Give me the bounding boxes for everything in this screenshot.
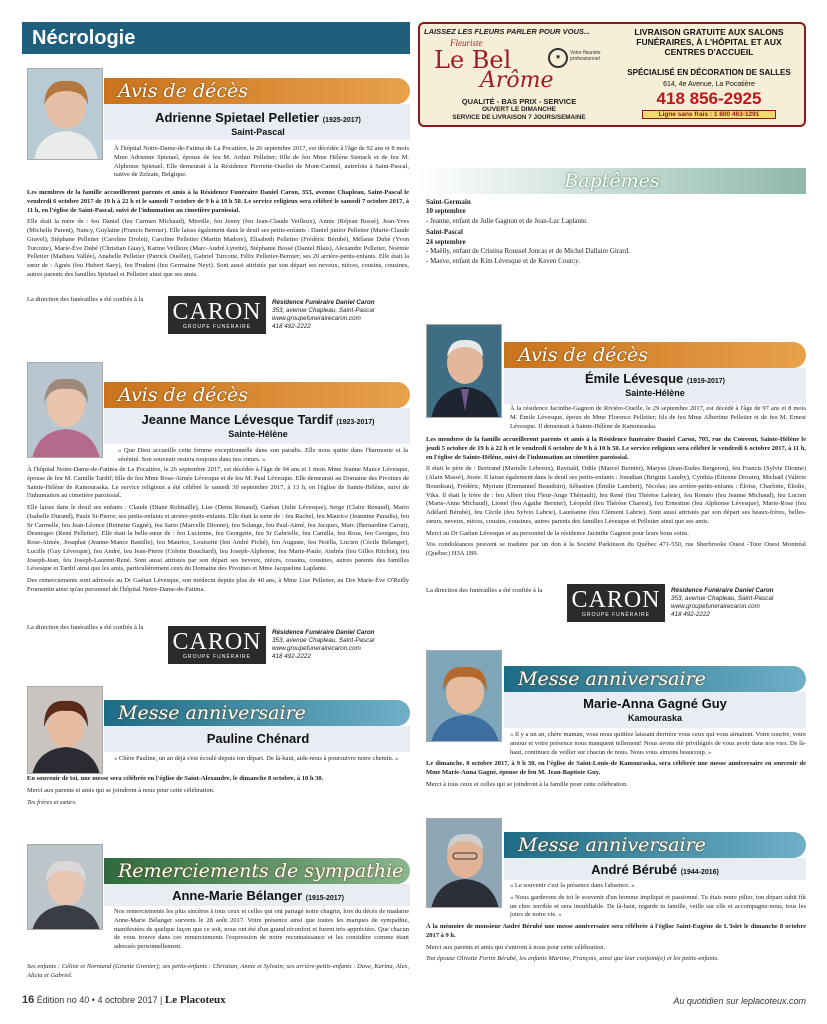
ad-brand-1: Le Bel xyxy=(434,46,512,74)
obit-1-name: Adrienne Spietael Pelletier (1925-2017) xyxy=(155,110,361,125)
bap-date-1: 10 septembre xyxy=(426,207,466,216)
rem-text: Nos remerciements les plus sincères à tous ceux et celles qui ont partagé notre chagrin, lors du décès de madame Anne-Marie Bélanger survenu le 28 août 2017. Votre présence ainsi que toutes les marques de sympathie, manifestées de quelque façon que ce soit, nous ont été d'un grand réconfort et furent très appréciées. Que chacun de vous trouve dans ces remerciements l'expression de notre reconnaissance et les considère comme étant adressés personnellement. xyxy=(114,908,409,951)
footer-left xyxy=(22,994,422,1006)
rem-photo xyxy=(27,844,103,930)
obit-3-intro: À la résidence Jacinthe-Gagnon de Rivière-Ouelle, le 29 septembre 2017, est décédé à l'âge de 97 ans et 8 mois M. Émile Lévesque, époux de Mme Florence Pelletier; fils de feu Mme Albertine Pelletier et de feu M. Ernest Lévesque. Il demeurait à Sainte-Hélène de Kamouraska. xyxy=(510,405,806,430)
portrait-icon xyxy=(28,687,103,774)
portrait-icon xyxy=(28,69,103,160)
caron-logo: CARON GROUPE FUNÉRAIRE xyxy=(168,296,266,334)
caron-block-1: CARON GROUPE FUNÉRAIRE Résidence Funéraire Daniel Caron 353, avenue Chapleau, Saint-Pascal www.groupefunerairecaron.com 418 492-2222 xyxy=(168,296,375,334)
ad-tag-3: SERVICE DE LIVRAISON 7 JOURS/SEMAINE xyxy=(452,114,586,121)
obit-2-name: Jeanne Mance Lévesque Tardif xyxy=(141,412,333,427)
ad-tollfree: Ligne sans frais : 1 800 463-1291 xyxy=(642,110,776,119)
ad-tag-1: QUALITÉ - BAS PRIX - SERVICE xyxy=(461,97,577,106)
footer-right: Au quotidien sur leplacoteux.com xyxy=(673,996,806,1006)
baptemes-band: Baptêmes xyxy=(564,170,660,192)
obit-3-visitation: Les membres de la famille accueilleront parents et amis à la Résidence funéraire Daniel Caron, 705, rue du Couvent, Sainte-Hélène le jeudi 5 octobre de 19 h à 22 h et le vendredi 6 octobre de 9 h à 10 h 50. Le service religieux sera célébré le vendredi 6 octobre 2017, à 11 h, en l'église de Sainte-Hélène, suivi de l'inhumation au cimetière paroissial. xyxy=(426,436,806,461)
messe-3-quote-1: « Le souvenir c'est la présence dans l'absence. » xyxy=(510,882,635,889)
obit-3-family: Il était le père de : Bertrand (Marielle Lebreux), Raynald, Odile (Marcel Bernier), Maryse (Jean-Eudes Bergeron), feu Francis (Sylvie Dionne) (Alain Massé), Josée. Il laisse également dans le deuil ses petits-enfants : Jonathan (Brigitte Landry), Cynthia (Étienne Drouin), Michaël (Valérie Bourdeau), Frédéric, Myriam (Emmanuel Beaudoin), Sébastien (Émilie Lambert), Nicolas; ses arrière-petits-enfants : Éloïse, Charlotte, Élodie, Vika. Il était le frère de : feu Albert (feu Fleur-Ange Thériault), feu René (feu Thérèse Labrie), feu Roméo (feu Jeanne Michaud), feu Lucien (Marie-Anne Michaud), Lionel (feu Agathe Bernier), Léopold (feu Thérèse Charest), feu Ernestine (feu Alphonse Lévesque), Marie-Rose (feu Adélard Bérubé), feu Cécile (feu Sylvio Labrie), Lauréanne (feu Clément Labrie). Sont aussi attristés par son départ ses beaux-frères, belles-sœurs, neveux, nièces, cousins, cousines, autres parents des familles Lévesque et Pelletier ainsi que ses amis. xyxy=(426,465,806,525)
obit-3-photo xyxy=(426,324,502,418)
messe-2-thanks: Merci à tous ceux et celles qui se joindront à la famille pour cette célébration. xyxy=(426,780,628,788)
ad-fleuriste: Fleuriste xyxy=(450,38,483,48)
messe-2-quote: « Il y a un an, chère maman, vous nous quittiez laissant derrière vous ceux qui vous aimaient. Votre sourire, votre amour et votre présence nous manquent tellement! Nous avons été privilégiés de vous avoir dans nos vies. De là-haut, continuez de veiller sur chacun de nous. Nous vous aimons beaucoup. » xyxy=(510,731,806,756)
portrait-icon xyxy=(28,363,103,458)
messe-1-details: En souvenir de toi, une messe sera célébrée en l'église de Saint-Alexandre, le dimanche 8 octobre, à 10 h 30. xyxy=(27,775,324,782)
ad-address: 614, 4e Avenue, La Pocatière xyxy=(663,81,755,88)
florist-ad xyxy=(418,22,806,127)
portrait-icon xyxy=(427,651,502,742)
ad-phone: 418 856-2925 xyxy=(656,89,762,108)
obit-1-photo xyxy=(27,68,103,160)
messe-3-details: À la mémoire de monsieur André Bérubé une messe anniversaire sera célébrée à l'église Saint-Eugène de L'Islet le dimanche 8 octobre 2017 à 9 h. xyxy=(426,923,806,939)
messe-band-1: Messe anniversaire xyxy=(104,700,410,726)
messe-2-details: Le dimanche, 8 octobre 2017, à 9 h 30, en l'église de Saint-Louis-de Kamouraska, sera célébrée une messe anniversaire en souvenir de Mme Marie-Anna Gagné, épouse de feu M. Jean-Baptiste Guy. xyxy=(426,760,806,777)
obit-2-place: Sainte-Hélène xyxy=(228,429,288,439)
ad-brand-2: Arôme xyxy=(480,68,554,93)
messe-2-photo xyxy=(426,650,502,742)
footer-paper: Le Placoteux xyxy=(164,994,226,1006)
messe-3-sign: Ton épouse Olivette Fortin Bérubé, les enfants Martine, François, ainsi que leur conjoint(e) et les petits-enfants. xyxy=(426,955,719,963)
obit-3-name: Émile Lévesque xyxy=(584,371,684,386)
bap-place-2: Saint-Pascal xyxy=(426,228,463,237)
obit-2-thanks: Des remerciements sont adressés au Dr Gaétan Lévesque, son médecin depuis plus de 40 ans, à Mme Lise Pelletier, au Dre Marie-Ève O'Reilly Fromentin ainsi qu'au personnel de l'hôpital Notre-Dame-de-Fatima. xyxy=(27,577,409,593)
caron-logo: CARON GROUPE FUNÉRAIRE xyxy=(168,626,266,664)
ftd-badge-icon: ◉ xyxy=(548,48,568,68)
caron-logo: CARON GROUPE FUNÉRAIRE xyxy=(567,584,665,622)
obit-1-direction: La direction des funérailles a été confiée à la xyxy=(27,296,144,303)
ad-specialty: SPÉCIALISÉ EN DÉCORATION DE SALLES xyxy=(627,68,791,77)
messe-band-2: Messe anniversaire xyxy=(504,666,806,692)
footer-edition: Édition no 40 • 4 octobre 2017 | xyxy=(36,995,163,1005)
messe-1-sign: Tes frères et sœurs. xyxy=(27,798,77,806)
ad-tag-2: OUVERT LE DIMANCHE xyxy=(481,106,557,113)
obit-3-donations: Vos condoléances peuvent se traduire par un don à la Société Parkinson du Québec 471-550, rue Sherbrooke Ouest -Tour Ouest Montréal (Québec) H3A 1B9. xyxy=(426,541,806,558)
messe-2-place: Kamouraska xyxy=(627,713,683,723)
messe-2-name: Marie-Anna Gagné Guy xyxy=(583,696,727,711)
messe-3-name: André Bérubé xyxy=(591,862,678,877)
messe-3-thanks: Merci aux parents et amis qui s'uniront à nous pour cette célébration. xyxy=(426,943,606,951)
obit-1-visitation: Les membres de la famille accueilleront parents et amis à la Résidence Funéraire Daniel Caron, 353, avenue Chapleau, Saint-Pascal le vendredi 6 octobre 2017 de 19 h à 22 h et le samedi 7 octobre de 9 h à 10 h 50. Le service religieux sera célébré le samedi 7 octobre 2017, à 11 h, en l'église de Saint-Pascal, suivi de l'inhumation au cimetière paroissial. xyxy=(27,189,409,214)
obit-1-intro: À l'hôpital Notre-Dame-de-Fatima de La Pocatière, le 26 septembre 2017, est décédée à l'âge de 92 ans et 8 mois Mme Adrienne Spietael, épouse de feu M. Arthur Pelletier; fille de feu Mme Hélène Sienack et de feu M. Alphonse Spietael. Elle demeurait à la Résidence Pierrette-Ouellet de Mont-Carmel, autrefois à Saint-Pascal, native de Zelzate, Belgique. xyxy=(114,145,409,179)
obit-2-direction: La direction des funérailles a été confiée à la xyxy=(27,624,144,631)
obit-3-direction: La direction des funérailles a été confiée à la xyxy=(426,587,543,594)
portrait-icon xyxy=(427,325,502,418)
avis-band-2: Avis de décès xyxy=(104,382,410,408)
obit-2-family: Elle laisse dans le deuil ses enfants : Claude (Diane Robitaille), Lise (Denis Renaud), Gaétan (Julie Lévesque), Serge (Claire Renaud), Mario (Isabelle Durand), Paule St-Pierre; ses petits-enfants et arrière-petits-enfants. Elle était la sœur de : feu Rachel, feu Maurice (Jeannine Paradis), feu Sr Carmelle, feu Jean-Léonce (Reinette Gagné), feu Sarto (Marcelle Dionne), feu Solange, feu Paul-Aimé, feu Jacques, Marc (Bernardine Caron), Desneiges (René Pelletier). Elle était la belle-sœur de : feu Lucienne, feu Georgette, feu Sr Gabrielle, feu Camilla, feu Rosa, feu Georges, feu Rose-Aimée, Josaphat (Jeanne-Mance Bastille), feu Maurice, Louisette (feu André Piché), feu Auguste, feu Noëlla, Lucien (Cécile Bélanger), Lucille (Guy Lévesque), feu André, feu Jean-Pierre (Colette Bouchard), feu Joseph-Alphonse, feu Marie-Paule, Andréa (feu Gilles Ritchot), feu Joseph-Jean, feu Joseph-Laurent-René. Sont aussi attristés par son départ ses neveux, nièces, cousins, cousines, autres parents des familles Lévesque et Tardif ainsi que les amis, particulièrement ceux du Domaine des Pivoines et Mme Jacqueline Laplante. xyxy=(27,504,409,573)
section-title: Nécrologie xyxy=(22,22,410,54)
obit-1-place: Saint-Pascal xyxy=(231,127,285,137)
messe-3-quote-2: « Nous garderons de toi le souvenir d'un homme impliqué et passionné. Tu étais notre pilier, ton départ subit fût un choc terrible et sera inoubliable. De là-haut, regarde ta famille, veille sur elle et accompagne-nous, tous les jours de notre vie. » xyxy=(510,893,806,919)
ad-badge: Votre fleuriste professionnel xyxy=(570,50,601,62)
caron-block-2: CARON GROUPE FUNÉRAIRE Résidence Funéraire Daniel Caron 353, avenue Chapleau, Saint-Pascal www.groupefunerairecaron.com 418 492-2222 xyxy=(168,626,375,664)
messe-1-name: Pauline Chénard xyxy=(206,731,310,746)
messe-1-quote: « Chère Pauline, un an déjà s'est écoulé depuis ton départ. De là-haut, aide-nous à poursuivre notre chemin. » xyxy=(114,755,399,762)
messe-band-3: Messe anniversaire xyxy=(504,832,806,858)
rem-family: Ses enfants : Céline et Normand (Ginette Grenier); ses petits-enfants : Christian, Annie et Sylvain; ses arrière-petits-enfants : Dave, Karina, Alex, Alicia et Gabriel. xyxy=(27,963,409,979)
obit-3-thanks: Merci au Dr Gaétan Lévesque et au personnel de la résidence Jacinthe Gagnon pour leurs bons soins. xyxy=(426,529,689,537)
bap-date-2: 24 septembre xyxy=(426,237,466,246)
avis-band-1: Avis de décès xyxy=(104,78,410,104)
messe-1-thanks: Merci aux parents et amis qui se joindront à nous pour cette célébration. xyxy=(27,786,215,794)
obit-2-photo xyxy=(27,362,103,458)
obit-1-family: Elle était la mère de : feu Daniel (feu Carmen Michaud), Mireille, feu Jenny (feu Jean-Claude Veilleux), Annie (Réjean Bossé), Jean-Yves (Michelle Parent), Nancy, Guylaine (Francis Bernier). Elle laisse également dans le deuil ses petits-enfants : Daniel junior Pelletier (Marie-Claude Gravel), Stéphane Pelletier (Caroline Drolet), Caroline Pelletier (Martin Madore), Elisabeth Pelletier (Frédéric Bérubé), Mélanie Dubé (Yvon Turcotte), Marie-Ève Dubé (Christian Guay), Karine Veilleux (Marc-André Lyrette), Stéphanie Bossé (Daniel Blais), Alexandre Pelletier, Noémie Pelletier (Mathieu Vallée), Anabelle Pelletier (Patrick Ouellet), Gabriel Turcotte, Félix Pelletier-Bernier; ses 20 arrière-petits-enfants. Elle était la sœur de : Agnès (feu Hubert Saey), feu Prudent (feu Germaine Neyt). Sont aussi attristés par son départ ses neveux, nièces, cousins, cousines, autres parents des familles Spietael et Pelletier ainsi que ses amis. xyxy=(27,218,409,278)
obit-2-quote: « Que Dieu accueille cette femme exceptionnelle dans son paradis. Elle nous quitte dans l'harmonie et la sérénité. Son souvenir restera toujours dans nos cœurs. » xyxy=(118,447,408,463)
bap-item-1: - Jeanne, enfant de Julie Gagnon et de Jean-Luc Laplante. xyxy=(426,216,588,225)
ad-tagline: LAISSEZ LES FLEURS PARLER POUR VOUS... xyxy=(424,27,591,36)
ad-delivery: LIVRAISON GRATUITE AUX SALONS FUNÉRAIRES, À L'HÔPITAL ET AUX CENTRES D'ACCUEIL xyxy=(634,27,784,57)
obit-3-place: Sainte-Hélène xyxy=(625,388,685,398)
bap-item-3: - Maeve, enfant de Kim Lévesque et de Keven Courcy. xyxy=(426,256,581,265)
bap-item-2: - Maëlly, enfant de Cristina Roussel Joncas et de Michel Dallaire Girard. xyxy=(426,247,630,256)
avis-band-3: Avis de décès xyxy=(504,342,806,368)
rem-name: Anne-Marie Bélanger xyxy=(172,888,303,903)
page-number: 16 xyxy=(22,994,35,1006)
caron-block-3: CARON GROUPE FUNÉRAIRE Résidence Funéraire Daniel Caron 353, avenue Chapleau, Saint-Pascal www.groupefunerairecaron.com 418 492-2222 xyxy=(567,584,774,622)
portrait-icon xyxy=(28,845,103,930)
obit-2-intro: À l'hôpital Notre-Dame-de-Fatima de La Pocatière, le 26 septembre 2017, est décédée à l'âge de 94 ans et 1 mois Mme Jeanne Mance Lévesque, épouse de feu M. Camille Tardif; fille de feu Mme Rose-Aimée Lévesque et de feu M. Paul Lévesque. Elle demeurait au Domaine des Pivoines de Sainte-Hélène de Kamouraska. Le service religieux a été célébré le samedi 30 septembre 2017, à 13 h, en l'église de Sainte-Hélène, suivi de l'inhumation au cimetière paroissial. xyxy=(27,466,409,500)
bap-place-1: Saint-Germain xyxy=(426,198,471,206)
messe-1-photo xyxy=(27,686,103,774)
remerciements-band: Remerciements de sympathie xyxy=(104,858,410,884)
